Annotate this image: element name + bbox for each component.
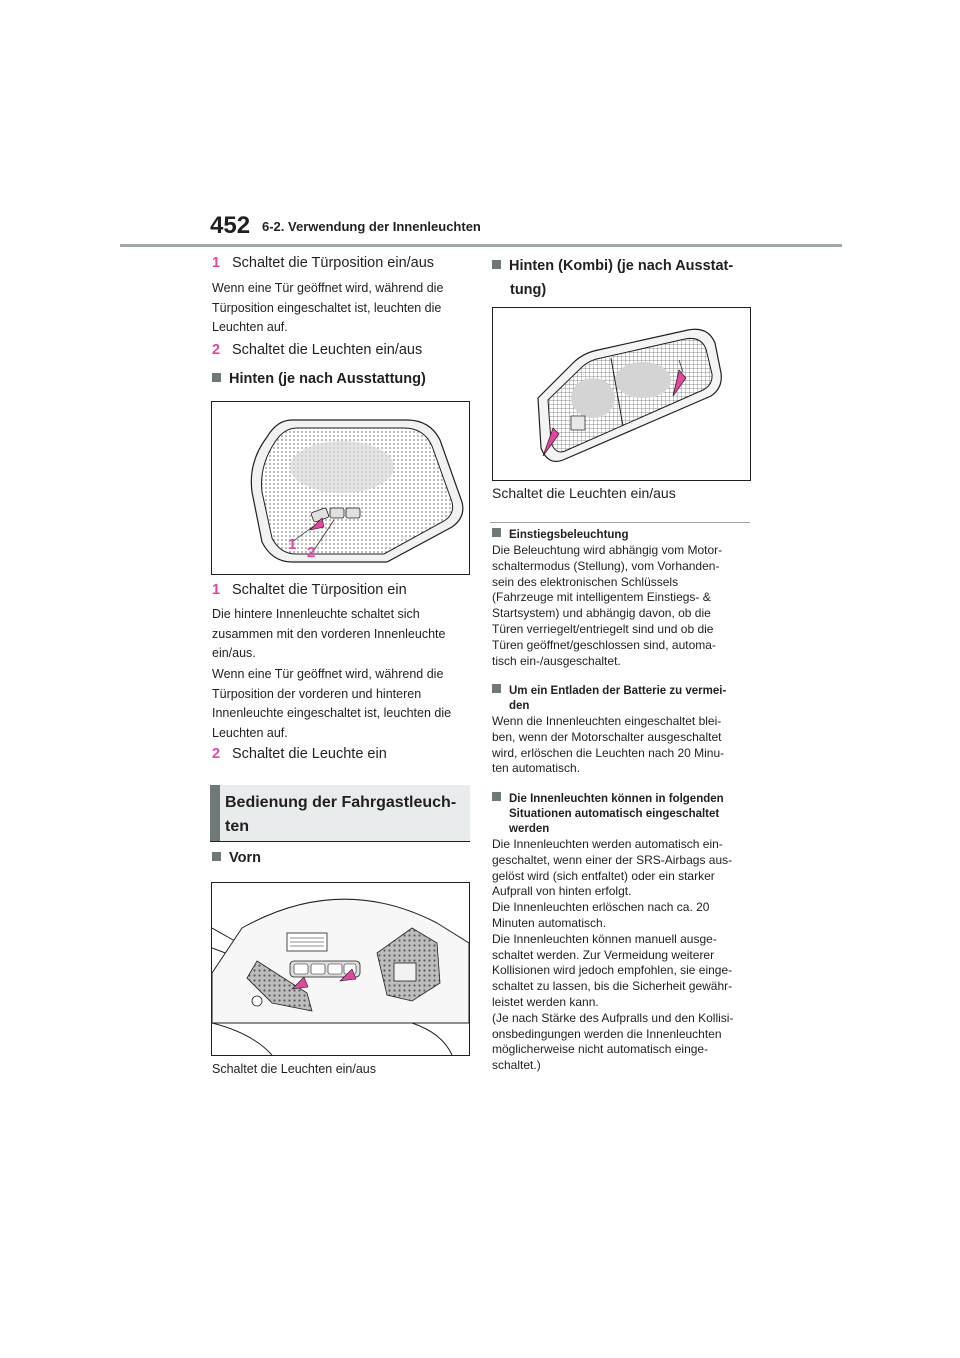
page-number: 452 [210, 212, 251, 239]
rear-paragraph-2 [212, 665, 474, 743]
note-line: möglicherweise nicht automatisch einge- [492, 1042, 709, 1057]
callout-heading-bar [210, 785, 220, 841]
note-auto-on [492, 792, 754, 1074]
note-line: wird, erlöschen die Leuchten nach 20 Minu- [492, 745, 725, 760]
note-line: onsbedingungen werden die Innenleuchten [492, 1026, 722, 1041]
note-line: schaltet werden. Zur Vermeidung weiterer [492, 947, 715, 962]
square-bullet-icon [212, 373, 221, 382]
subheading-front [212, 850, 261, 866]
section-title: 6-2. Verwendung der Innenleuchten [262, 219, 481, 234]
step-2-lights [212, 342, 422, 358]
square-bullet-icon [492, 684, 501, 693]
subheading-text: Vorn [229, 850, 261, 866]
square-bullet-icon [492, 260, 501, 269]
para-line: ein/aus. [212, 646, 256, 660]
para-line: Die hintere Innenleuchte schaltet sich [212, 607, 420, 621]
rear-light-illustration [212, 402, 469, 574]
callout-label-1: 1 [288, 536, 297, 553]
note-line: Kollisionen wird jedoch empfohlen, sie einge- [492, 963, 733, 978]
subheading-text: Hinten (je nach Ausstattung) [229, 371, 426, 387]
note-line: ten automatisch. [492, 761, 581, 776]
note-line: (Je nach Stärke des Aufpralls und den Kollisi- [492, 1010, 734, 1025]
note-heading [492, 684, 754, 714]
figure-kombi-light [492, 307, 751, 481]
note-line: ben, wenn der Motorschalter ausgeschaltet [492, 729, 722, 744]
step-text: Schaltet die Türposition ein [232, 582, 407, 598]
para-line: Wenn eine Tür geöffnet wird, während die [212, 281, 444, 295]
square-bullet-icon [492, 792, 501, 801]
callout-line: ten [225, 818, 249, 835]
note-body [492, 837, 754, 1074]
subheading-text: tung) [510, 282, 547, 298]
step-number: 2 [212, 342, 221, 358]
note-entry-lighting [492, 528, 754, 669]
step-text: Schaltet die Leuchte ein [232, 746, 387, 762]
note-heading-text: Um ein Entladen der Batterie zu vermei- [509, 685, 727, 697]
callout-line: Bedienung der Fahrgastleuch- [225, 794, 457, 811]
note-line: Startsystem) und abhängig davon, ob die [492, 606, 711, 621]
step-2-rear-light [212, 746, 387, 762]
para-line: Leuchten auf. [212, 725, 288, 740]
note-line: Die Beleuchtung wird abhängig vom Motor- [492, 543, 723, 557]
note-heading-text: Einstiegsbeleuchtung [509, 529, 629, 541]
step-text: Schaltet die Türposition ein/aus [232, 255, 435, 271]
note-line: (Fahrzeuge mit intelligentem Einstiegs- & [492, 590, 711, 605]
para-line: zusammen mit den vorderen Innenleuchte [212, 626, 446, 641]
note-heading-text: Die Innenleuchten können in folgenden [509, 793, 724, 805]
front-light-illustration [212, 883, 469, 1055]
note-line: Wenn die Innenleuchten eingeschaltet blei- [492, 714, 722, 728]
square-bullet-icon [212, 852, 221, 861]
step-number: 1 [212, 255, 221, 271]
note-line: Türen verriegelt/entriegelt sind und ob die [492, 621, 714, 636]
subheading-rear [212, 371, 426, 387]
note-line: schaltet zu lassen, bis die Sicherheit gewähr- [492, 979, 733, 994]
note-heading [492, 528, 754, 543]
note-heading-text: werden [509, 823, 550, 835]
note-line: sein des elektronischen Schlüssels [492, 574, 679, 589]
note-line: Die Innenleuchten werden automatisch ein- [492, 837, 723, 851]
step-1-rear-door-position [212, 582, 407, 598]
step-number: 1 [212, 582, 221, 598]
figure-front-light [211, 882, 470, 1056]
subheading-kombi [492, 254, 754, 302]
square-bullet-icon [492, 528, 501, 537]
para-line: Innenleuchte eingeschaltet ist, leuchten die [212, 706, 452, 720]
note-heading [492, 792, 754, 837]
step-1-door-position [212, 255, 434, 271]
door-position-paragraph [212, 279, 472, 338]
note-line: leistet werden kann. [492, 994, 599, 1009]
note-battery [492, 684, 754, 777]
note-line: tisch ein-/ausgeschaltet. [492, 653, 621, 668]
notes-separator [490, 522, 750, 523]
note-line: schaltermodus (Stellung), vom Vorhanden- [492, 558, 720, 573]
caption-kombi: Schaltet die Leuchten ein/aus [492, 485, 676, 501]
para-line: Wenn eine Tür geöffnet wird, während die [212, 667, 444, 681]
note-body [492, 714, 754, 777]
para-line: Türposition eingeschaltet ist, leuchten die [212, 300, 442, 315]
figure-rear-light [211, 401, 470, 575]
note-heading-text: Situationen automatisch eingeschaltet [509, 808, 720, 820]
step-text: Schaltet die Leuchten ein/aus [232, 342, 423, 358]
kombi-light-illustration [493, 308, 750, 480]
header-rule [120, 244, 842, 247]
callout-label-2: 2 [307, 544, 316, 561]
note-line: Türen geöffnet/geschlossen sind, automa- [492, 637, 716, 652]
note-line: Die Innenleuchten erlöschen nach ca. 20 [492, 900, 710, 915]
note-heading-text: den [509, 700, 530, 712]
note-line: geschaltet, wenn einer der SRS-Airbags aus- [492, 852, 733, 867]
note-line: Minuten automatisch. [492, 915, 607, 930]
para-line: Leuchten auf. [212, 320, 288, 334]
para-line: Türposition der vorderen und hinteren [212, 686, 422, 701]
note-line: schaltet.) [492, 1058, 541, 1073]
note-line: Aufprall von hinten erfolgt. [492, 884, 632, 899]
rear-paragraph-1 [212, 605, 474, 664]
subheading-text: Hinten (Kombi) (je nach Ausstat- [509, 258, 734, 274]
caption-front: Schaltet die Leuchten ein/aus [212, 1062, 377, 1076]
note-line: gelöst wird (sich entfaltet) oder ein starker [492, 868, 715, 883]
step-number: 2 [212, 746, 221, 762]
note-line: Die Innenleuchten können manuell ausge- [492, 931, 717, 946]
callout-rule [210, 841, 470, 842]
note-body [492, 543, 754, 669]
callout-heading [225, 791, 465, 839]
